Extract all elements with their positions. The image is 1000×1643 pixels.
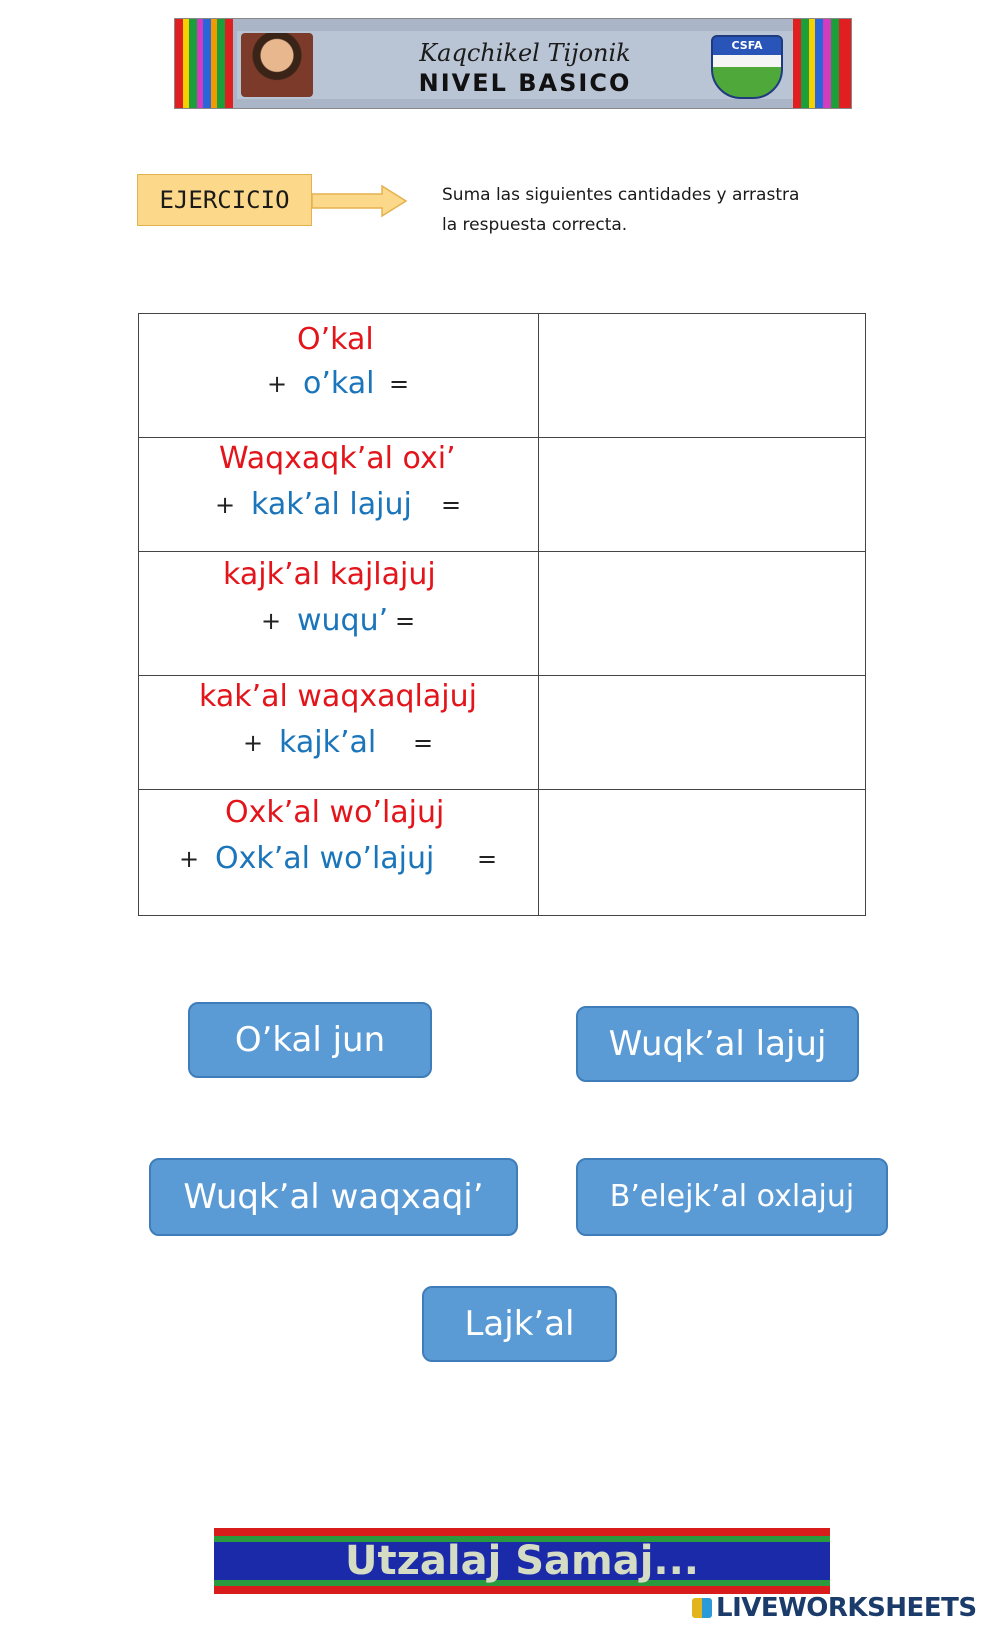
question-cell: [139, 675, 539, 789]
question-cell: [139, 789, 539, 915]
second-addend: o’kal: [303, 366, 375, 401]
answer-chip[interactable]: B’elejk’al oxlajuj: [576, 1158, 888, 1236]
plus-sign: +: [215, 491, 236, 519]
exercise-label: EJERCICIO: [137, 174, 312, 226]
answer-chip[interactable]: O’kal jun: [188, 1002, 432, 1078]
answer-drop-zone[interactable]: [539, 551, 865, 675]
instructions: [442, 180, 862, 240]
instruction-line-2: la respuesta correcta.: [442, 215, 628, 235]
header-banner: [174, 18, 852, 109]
answer-chip[interactable]: Lajk’al: [422, 1286, 617, 1362]
table-row: [139, 314, 865, 438]
portrait-image: [241, 33, 313, 97]
equals-sign: =: [413, 729, 434, 757]
second-addend: kajk’al: [279, 725, 377, 760]
instruction-line-1: Suma las siguientes cantidades y arrastra: [442, 185, 800, 205]
plus-sign: +: [179, 845, 200, 873]
table-row: [139, 551, 865, 676]
answer-drop-zone[interactable]: [539, 789, 865, 915]
plus-sign: +: [261, 607, 282, 635]
second-addend: wuqu’: [297, 603, 389, 638]
answer-drop-zone[interactable]: [539, 314, 865, 437]
answer-drop-zone[interactable]: [539, 437, 865, 551]
liveworksheets-brand[interactable]: [692, 1592, 992, 1624]
second-addend: Oxk’al wo’lajuj: [215, 841, 435, 876]
banner-subtitle: NIVEL BASICO: [418, 69, 632, 97]
equals-sign: =: [441, 491, 462, 519]
csfa-logo-text: CSFA: [731, 39, 763, 52]
table-row: [139, 437, 865, 552]
csfa-logo-icon: [711, 35, 783, 99]
first-addend: O’kal: [297, 322, 374, 357]
plus-sign: +: [243, 729, 264, 757]
answer-chip[interactable]: Wuqk’al lajuj: [576, 1006, 859, 1082]
equals-sign: =: [389, 370, 410, 398]
answer-chip[interactable]: Wuqk’al waqxaqi’: [149, 1158, 518, 1236]
equals-sign: =: [477, 845, 498, 873]
banner-title: Kaqchikel Tijonik: [419, 39, 631, 67]
first-addend: kak’al waqxaqlajuj: [199, 679, 477, 714]
liveworksheets-logo-icon: [692, 1598, 712, 1618]
first-addend: Waqxaqk’al oxi’: [219, 441, 456, 476]
table-row: [139, 789, 865, 915]
first-addend: kajk’al kajlajuj: [223, 557, 436, 592]
arrow-right-icon: [312, 184, 408, 218]
banner-panel: [237, 31, 793, 99]
footer-banner-text: Utzalaj Samaj...: [345, 1538, 699, 1584]
second-addend: kak’al lajuj: [251, 487, 412, 522]
footer-banner: [214, 1528, 830, 1594]
first-addend: Oxk’al wo’lajuj: [225, 795, 445, 830]
plus-sign: +: [267, 370, 288, 398]
question-cell: [139, 314, 539, 437]
liveworksheets-brand-text: LIVEWORKSHEETS: [716, 1593, 977, 1623]
equals-sign: =: [395, 607, 416, 635]
sum-table: [138, 313, 866, 916]
question-cell: [139, 551, 539, 675]
question-cell: [139, 437, 539, 551]
answer-drop-zone[interactable]: [539, 675, 865, 789]
table-row: [139, 675, 865, 790]
